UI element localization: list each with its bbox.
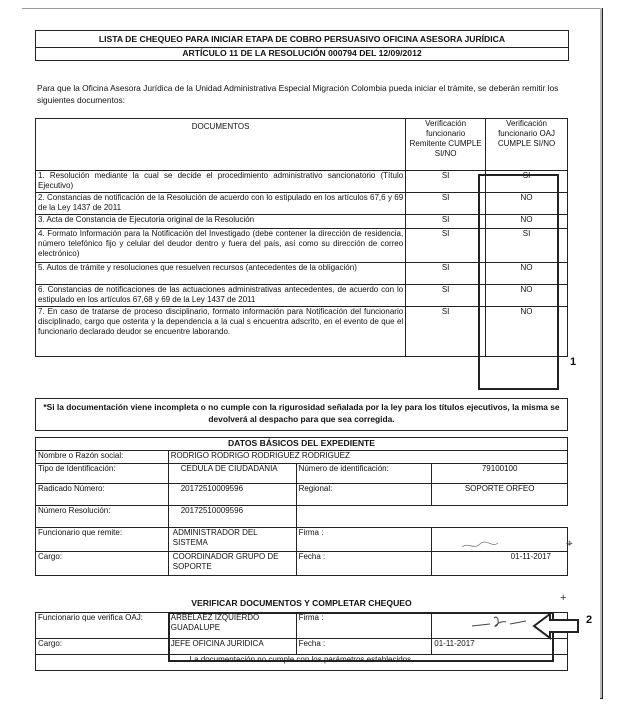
radicado-label: Radicado Número: [36, 484, 169, 506]
intro-paragraph: Para que la Oficina Asesora Jurídica de la Unidad Administrativa Especial Migración Colombia pueda iniciar el trámite, se deberán remitir los siguientes documentos: [37, 83, 559, 105]
plus-icon: + [560, 592, 567, 604]
resolucion-label: Número Resolución: [36, 506, 169, 528]
func-remite-label: Funcionario que remite: [36, 528, 169, 552]
doc-text: 3. Acta de Constancia de Ejecutoria original de la Resolución [36, 215, 406, 229]
regional-value: SOPORTE ORFEO [432, 484, 568, 506]
name-value: RODRIGO RODRIGO RODRIGUEZ RODRIGUEZ [168, 451, 567, 464]
verify-cargo-label: Cargo: [36, 639, 169, 655]
name-label: Nombre o Razón social: [36, 451, 169, 464]
oaj-value: NO [486, 307, 568, 357]
col-oaj: Verificación funcionario OAJ CUMPLE SI/NO [486, 119, 568, 171]
rem-value: SI [406, 285, 486, 307]
annotation-number-1: 1 [570, 356, 577, 368]
document-subtitle: ARTÍCULO 11 DE LA RESOLUCIÓN 000794 DEL 12/09/2012 [35, 46, 569, 61]
cargo-value: COORDINADOR GRUPO DE SOPORTE [168, 552, 296, 576]
idtype-value: CEDULA DE CIUDADANIA [168, 464, 296, 484]
doc-text: 4. Formato Información para la Notificación del Investigado (debe contener la dirección de residencia, número telefónico fijo y celular del deudor dentro y fuera del país, así como su dirección de correo electrónico) [36, 229, 406, 263]
oaj-value: NO [486, 215, 568, 229]
oaj-value: NO [486, 285, 568, 307]
resolucion-value: 20172510009596 [168, 506, 296, 528]
verify-footer: La documentación no cumple con los parámetros establecidos. [36, 655, 568, 671]
col-documents: DOCUMENTOS [36, 119, 406, 171]
rem-value: SI [406, 215, 486, 229]
doc-text: 2. Constancias de notificación de la Resolución de acuerdo con lo estipulado en los artículos 67,6 y 69 de la Ley 1437 de 2011 [36, 193, 406, 215]
verify-firma-label: Firma : [296, 613, 432, 639]
rem-value: SI [406, 193, 486, 215]
annotation-box-1 [478, 174, 559, 390]
oaj-value: SI [486, 171, 568, 193]
oaj-value: SI [486, 229, 568, 263]
verify-fecha-value: 01-11-2017 [432, 639, 568, 655]
doc-text: 5. Autos de trámite y resoluciones que resuelven recursos (antecedentes de la obligación) [36, 263, 406, 285]
idtype-label: Tipo de Identificación: [36, 464, 169, 484]
radicado-value: 20172510009596 [168, 484, 296, 506]
cargo-label: Cargo: [36, 552, 169, 576]
doc-text: 1. Resolución mediante la cual se decide el procedimiento administrativo sancionatorio (Título Ejecutivo) [36, 171, 406, 193]
rem-value: SI [406, 171, 486, 193]
verify-func-label: Funcionario que verifica OAJ: [36, 613, 169, 639]
firma-label: Firma : [296, 528, 432, 552]
doc-text: 6. Constancias de notificaciones de las actuaciones administrativas antecedentes, de acuerdo con lo estipulado en los artículos 67,68 y 69 de la Ley 1437 de 2011 [36, 285, 406, 307]
regional-label: Regional: [296, 484, 432, 506]
col-remitente: Verificación funcionario Remitente CUMPLE SI/NO [406, 119, 486, 171]
verify-fecha-label: Fecha : [296, 639, 432, 655]
basic-data-title: DATOS BÁSICOS DEL EXPEDIENTE [36, 438, 568, 451]
func-remite-value: ADMINISTRADOR DEL SISTEMA [168, 528, 296, 552]
crosshair-icon: ⌖ [566, 536, 573, 550]
idnum-label: Número de identificación: [296, 464, 432, 484]
doc-text: 7. En caso de tratarse de proceso disciplinario, formato información para Notificación del funcionario disciplinado, cargo que ostenta y la dependencia a la cual s encuentra adscrito, en el evento de que el funcionario declarado deudor se encuentre laborando. [36, 307, 406, 357]
verify-func-value: ARBELAEZ IZQUIERDO GUADALUPE [168, 613, 296, 639]
rem-value: SI [406, 263, 486, 285]
incomplete-notice: *Si la documentación viene incompleta o no cumple con la rigurosidad señalada por la ley para los títulos ejecutivos, la misma se devolverá al despacho para que sea corregida. [35, 398, 568, 431]
idnum-value: 79100100 [432, 464, 568, 484]
arrow-left-icon [532, 612, 582, 645]
oaj-value: NO [486, 193, 568, 215]
fecha-label: Fecha : [296, 552, 432, 576]
page-edge [600, 8, 602, 698]
verify-section-title: VERIFICAR DOCUMENTOS Y COMPLETAR CHEQUEO [191, 598, 412, 608]
verify-cargo-value: JEFE OFICINA JURIDICA [168, 639, 296, 655]
rem-value: SI [406, 307, 486, 357]
annotation-number-2: 2 [586, 614, 593, 626]
basic-data-table [35, 437, 568, 576]
rem-value: SI [406, 229, 486, 263]
oaj-value: NO [486, 263, 568, 285]
annotation-box-2 [168, 612, 554, 662]
fecha-value: 01-11-2017 [432, 552, 568, 576]
document-title: LISTA DE CHEQUEO PARA INICIAR ETAPA DE COBRO PERSUASIVO OFICINA ASESORA JURÍDICA [35, 30, 569, 48]
signature-stamp [460, 538, 500, 554]
